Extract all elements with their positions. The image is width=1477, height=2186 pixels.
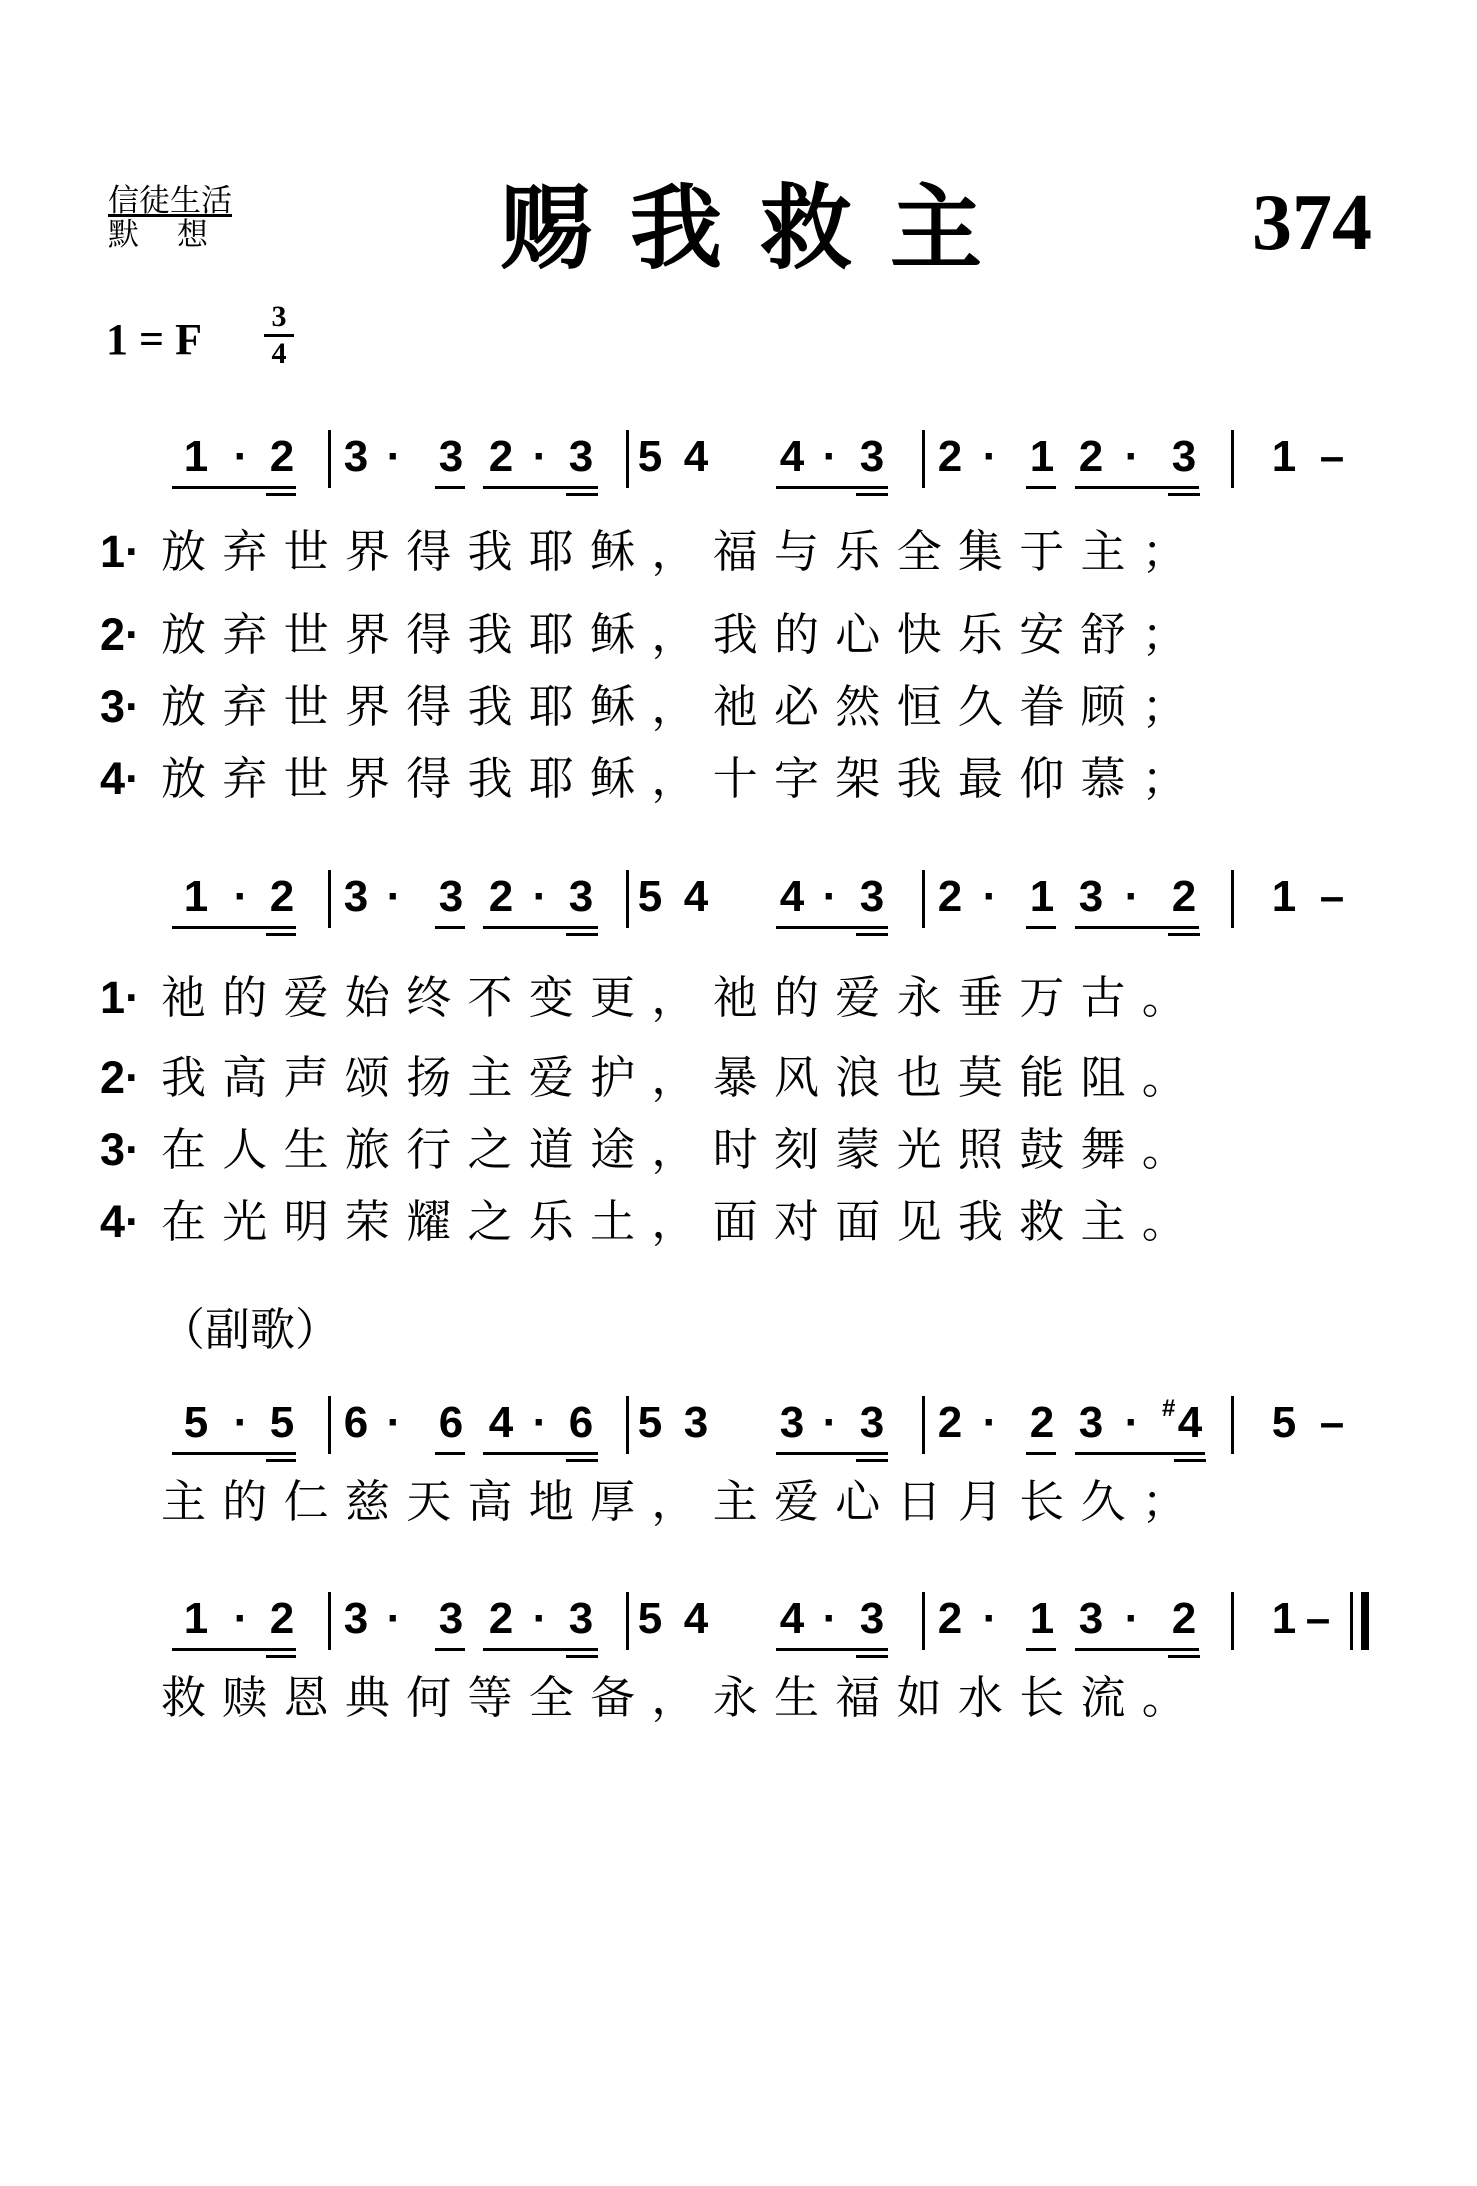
note: 2 [937,432,963,481]
note: 6 [438,1398,464,1447]
melody-line-3 [0,1396,1477,1456]
note: 1 [1029,872,1055,921]
category-line2: 默想 [108,217,246,253]
note: 4 [683,872,709,921]
dot: · [982,872,998,921]
note: 5 [637,872,663,921]
beam [1168,933,1200,936]
note: 1 [183,872,209,921]
verse-2-line-a: 2· 放弃世界得我耶稣，我的心快乐安舒； [100,605,1400,665]
note: 2 [937,872,963,921]
verse-number: 3· [100,1124,141,1175]
beam [172,1648,296,1651]
dot: · [386,1398,402,1447]
note: 1 [1029,1594,1055,1643]
beam [435,1452,465,1455]
note: 1 [183,1594,209,1643]
note: 6 [343,1398,369,1447]
key-signature: 1 = F [106,315,202,364]
beam [1168,1655,1200,1658]
beam [483,486,598,489]
verse-number: 4· [100,753,141,804]
note: 5 [269,1398,295,1447]
dot: · [1124,1594,1140,1643]
verse-4-line-b: 4· 在光明荣耀之乐土，面对面见我救主。 [100,1192,1400,1252]
beam [266,1459,296,1462]
dot: · [532,1398,548,1447]
beam [483,926,598,929]
beam [435,926,465,929]
note: 3 [859,872,885,921]
beam [566,1655,598,1658]
final-bar-thin [1350,1592,1353,1650]
note: 3 [1171,432,1197,481]
note: 2 [937,1594,963,1643]
beam [1026,1452,1056,1455]
beam [172,486,296,489]
note: 5 [183,1398,209,1447]
note: 3 [438,1594,464,1643]
note: 4 [779,1594,805,1643]
note: 2 [488,1594,514,1643]
sustain-dash: – [1319,432,1345,481]
final-bar-thick [1361,1592,1369,1650]
beam [435,486,465,489]
note: 3 [1078,1594,1104,1643]
beam [856,493,888,496]
dot: · [982,1398,998,1447]
beam [172,1452,296,1455]
time-signature [264,302,294,369]
bar-line [1231,1396,1234,1454]
note: 3 [859,1594,885,1643]
verse-2-line-b: 2· 我高声颂扬主爱护，暴风浪也莫能阻。 [100,1048,1400,1108]
sustain-dash: – [1305,1594,1331,1643]
beam [1075,486,1199,489]
beam [435,1648,465,1651]
note: 3 [343,1594,369,1643]
dot: · [822,872,838,921]
verse-number: 2· [100,1052,141,1103]
verse-number: 1· [100,972,141,1023]
note: 3 [343,872,369,921]
note: 4 [683,432,709,481]
melody-line-1 [0,430,1477,490]
note: 2 [269,1594,295,1643]
beam [1075,1648,1199,1651]
note: 2 [488,432,514,481]
dot: · [233,1594,249,1643]
beam [1075,926,1199,929]
dot: · [822,432,838,481]
note: 3 [438,432,464,481]
beam [566,493,598,496]
beam [266,493,296,496]
verse-number: 1· [100,526,141,577]
beam [1075,1452,1205,1455]
dot: · [386,432,402,481]
time-signature-top: 3 [271,300,287,333]
dot: · [233,872,249,921]
hymn-number: 374 [1252,179,1372,267]
note: 1 [1271,872,1297,921]
beam [776,926,888,929]
dot: · [1124,1398,1140,1447]
note: 2 [1029,1398,1055,1447]
time-signature-bottom: 4 [264,334,294,369]
note: 5 [637,1398,663,1447]
dot: · [386,872,402,921]
dot: · [1124,872,1140,921]
note: 2 [1171,1594,1197,1643]
note: 5 [637,1594,663,1643]
beam [1026,486,1056,489]
note: 2 [937,1398,963,1447]
note: 3 [779,1398,805,1447]
beam [172,926,296,929]
dot: · [532,872,548,921]
sharp-accidental: # [1162,1395,1176,1422]
dot: · [532,1594,548,1643]
note: 3 [343,432,369,481]
dot: · [233,432,249,481]
verse-number: 3· [100,681,141,732]
note: 3 [1078,1398,1104,1447]
verse-1-line-a: 1· 放弃世界得我耶稣，福与乐全集于主； [100,522,1400,582]
note: 1 [1271,1594,1297,1643]
verse-1-line-b: 1· 祂的爱始终不变更，祂的爱永垂万古。 [100,968,1400,1028]
verse-number: 4· [100,1196,141,1247]
beam [856,1459,888,1462]
dot: · [982,1594,998,1643]
beam [776,1452,888,1455]
beam [566,933,598,936]
bar-line [1231,1592,1234,1650]
verse-4-line-a: 4· 放弃世界得我耶稣，十字架我最仰慕； [100,749,1400,809]
note: 4 [779,872,805,921]
bar-line [1231,870,1234,928]
beam [1168,493,1200,496]
chorus-lyric-line-2: 救赎恩典何等全备，永生福如水长流。 [161,1671,1204,1724]
verse-number: 2· [100,609,141,660]
note: 3 [568,872,594,921]
note: 2 [269,872,295,921]
note: 3 [438,872,464,921]
beam [483,1648,598,1651]
dot: · [233,1398,249,1447]
note: 3 [568,1594,594,1643]
note: 3 [683,1398,709,1447]
note: 2 [488,872,514,921]
note: 6 [568,1398,594,1447]
dot: · [822,1398,838,1447]
beam [1026,926,1056,929]
dot: · [532,432,548,481]
beam [1174,1459,1206,1462]
chorus-label: （副歌） [160,1303,341,1356]
note: 1 [1029,432,1055,481]
note: 3 [568,432,594,481]
note: 3 [1078,872,1104,921]
verse-3-line-a: 3· 放弃世界得我耶稣，祂必然恒久眷顾； [100,677,1400,737]
beam [776,486,888,489]
note: 3 [859,432,885,481]
note: 4 [1177,1398,1203,1447]
note: 5 [637,432,663,481]
melody-line-2 [0,870,1477,930]
note: 2 [269,432,295,481]
dot: · [386,1594,402,1643]
category-label [108,184,246,252]
dot: · [1124,432,1140,481]
note: 3 [859,1398,885,1447]
beam [776,1648,888,1651]
note: 5 [1271,1398,1297,1447]
hymn-title: 赐我救主 [500,174,1021,282]
note: 4 [779,432,805,481]
beam [856,933,888,936]
sustain-dash: – [1319,872,1345,921]
note: 1 [1271,432,1297,481]
category-line1: 信徒生活 [108,183,232,219]
verse-3-line-b: 3· 在人生旅行之道途，时刻蒙光照鼓舞。 [100,1120,1400,1180]
melody-line-4 [0,1592,1477,1652]
note: 2 [1078,432,1104,481]
beam [1026,1648,1056,1651]
chorus-lyric-line-1: 主的仁慈天高地厚，主爱心日月长久； [161,1475,1204,1528]
dot: · [982,432,998,481]
bar-line [1231,430,1234,488]
beam [483,1452,598,1455]
note: 4 [683,1594,709,1643]
beam [856,1655,888,1658]
sustain-dash: – [1319,1398,1345,1447]
beam [266,933,296,936]
note: 2 [1171,872,1197,921]
note: 1 [183,432,209,481]
beam [266,1655,296,1658]
note: 4 [488,1398,514,1447]
beam [566,1459,598,1462]
dot: · [822,1594,838,1643]
